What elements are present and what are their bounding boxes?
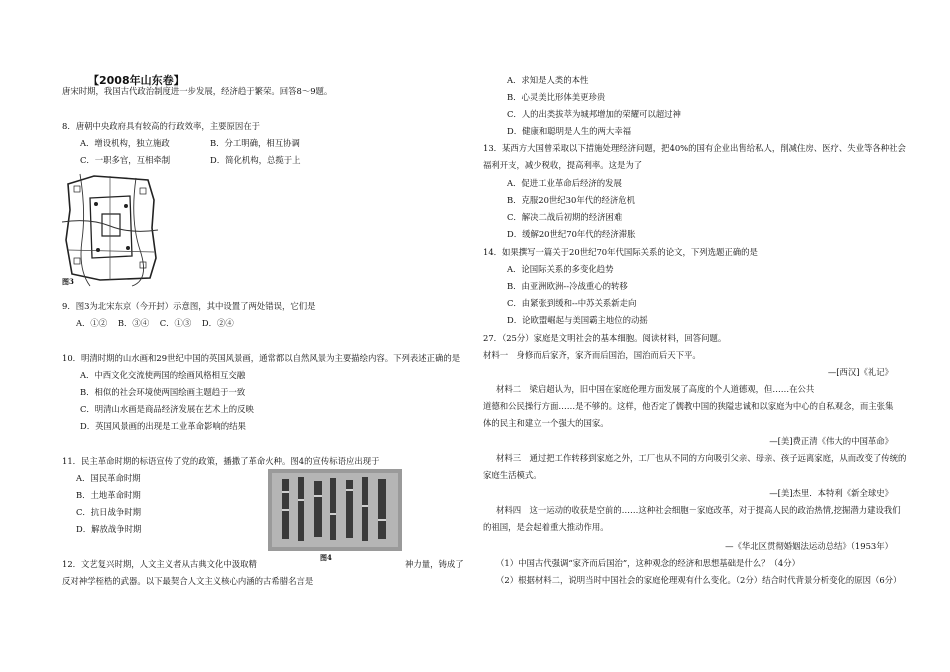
q9-options: A．①② B．③④ C．①③ D．②④ [76, 318, 234, 328]
q9-stem: 9．图3为北宋东京（今开封）示意图，其中设置了两处错误，它们是 [62, 301, 316, 311]
material-2-line3: 体的民主和建立一个强大的国家。 [483, 418, 609, 428]
figure-4-label: 图4 [320, 553, 332, 562]
q14-option-a: A．论国际关系的多变化趋势 [507, 264, 614, 274]
material-4-line2: 的祖国，是会起着重大推动作用。 [483, 522, 609, 532]
material-2-line2: 道德和公民操行方面……是不够的。这样，他否定了儒教中国的狭隘忠诚和以家庭为中心的自私观念，而主张集 [483, 401, 894, 411]
q12-line1b: 神力量，铸成了 [405, 559, 464, 569]
q11-option-d: D．解放战争时期 [76, 524, 142, 534]
q13-line1: 13．某西方大国曾采取以下措施处理经济问题，把40%的国有企业出售给私人，削减住房、医疗、失业等各种社会 [483, 143, 906, 153]
q12-line2: 反对神学桎梏的武器。以下最契合人文主义核心内涵的古希腊名言是 [62, 576, 314, 586]
q27-sub1: （1）中国古代强调“家齐而后国治”，这种观念的经济和思想基础是什么？（4分） [496, 558, 800, 568]
material-3-source: —[美]杰里．本特利《新全球史》 [769, 488, 893, 498]
q12-line1a: 12．文艺复兴时期，人文主义者从古典文化中汲取精 [62, 559, 257, 569]
intro-text: 唐宋时期，我国古代政治制度进一步发展，经济趋于繁荣。回答8～9题。 [62, 86, 333, 96]
q13-line2: 福利开支，减少税收，提高利率。这是为了 [483, 160, 643, 170]
q13-option-a: A．促进工业革命后经济的发展 [507, 178, 622, 188]
material-1-source: —[西汉]《礼记》 [827, 367, 893, 377]
q8-option-a: A．增设机构，独立施政 [80, 138, 170, 148]
material-4-source: —《华北区贯彻婚姻法运动总结》（1953年） [725, 541, 893, 551]
q14-stem: 14．如果撰写一篇关于20世纪70年代国际关系的论文，下列选题正确的是 [483, 247, 758, 257]
q8-option-b: B．分工明确，相互协调 [210, 138, 300, 148]
q8-option-d: D．简化机构，总揽于上 [210, 155, 301, 165]
q13-option-d: D．缓解20世纪70年代的经济滞胀 [507, 229, 636, 239]
q10-stem: 10．明清时期的山水画和29世纪中国的英国风景画，通常都以自然风景为主要描绘内容。下列表述正确的是 [62, 353, 461, 363]
q14-option-d: D．论欧盟崛起与美国霸主地位的动摇 [507, 315, 648, 325]
material-3-line1: 材料三 通过把工作转移到家庭之外，工厂也从不同的方向吸引父亲、母亲、孩子远离家庭，从而改变了传统的 [496, 453, 907, 463]
material-3-line2: 家庭生活模式。 [483, 470, 542, 480]
q11-stem: 11．民主革命时期的标语宣传了党的政策，播撒了革命火种。图4的宣传标语应出现于 [62, 456, 380, 466]
material-2-source: —[美]费正清《伟大的中国革命》 [769, 436, 893, 446]
q27-sub2: （2）根据材料二，说明当时中国社会的家庭伦理观有什么变化。（2分）结合时代背景分析变化的原因（6分） [496, 575, 902, 585]
q11-option-a: A．国民革命时期 [76, 473, 141, 483]
q13-option-c: C．解决二战后初期的经济困难 [507, 212, 623, 222]
material-4-line1: 材料四 这一运动的收获是空前的……这种社会细胞－家庭改革，对于提高人民的政治热情,挖掘潜力建设我们 [496, 505, 901, 515]
q10-option-b: B．相似的社会环境使两国绘画主题趋于一致 [80, 387, 246, 397]
q12-option-a: A．求知是人类的本性 [507, 75, 589, 85]
q11-option-c: C．抗日战争时期 [76, 507, 142, 517]
q12-option-c: C．人的出类拔萃为城邦增加的荣耀可以超过神 [507, 109, 681, 119]
q10-option-c: C．明清山水画是商品经济发展在艺术上的反映 [80, 404, 254, 414]
q12-option-b: B．心灵美比形体美更珍贵 [507, 92, 606, 102]
q8-option-c: C．一职多官，互相牵制 [80, 155, 171, 165]
q27-stem: 27．（25分）家庭是文明社会的基本细胞。阅读材料，回答问题。 [483, 333, 727, 343]
q14-option-c: C．由紧张到缓和--中苏关系新走向 [507, 298, 637, 308]
q14-option-b: B．由亚洲欧洲--冷战重心的转移 [507, 281, 628, 291]
material-1: 材料一 身修而后家齐，家齐而后国治，国治而后天下平。 [483, 350, 701, 360]
figure-4-photo [268, 469, 402, 551]
exam-header: 【2008年山东卷】 [88, 74, 185, 87]
q12-option-d: D．健康和聪明是人生的两大幸福 [507, 126, 631, 136]
q11-option-b: B．土地革命时期 [76, 490, 141, 500]
q10-option-a: A．中西文化交流使两国的绘画风格相互交融 [80, 370, 246, 380]
q10-option-d: D．英国风景画的出现是工业革命影响的结果 [80, 421, 246, 431]
material-2-line1: 材料二 梁启超认为，旧中国在家庭伦理方面发展了高度的个人道德观，但……在公共 [496, 384, 815, 394]
q13-option-b: B．克服20世纪30年代的经济危机 [507, 195, 635, 205]
q8-stem: 8．唐朝中央政府具有较高的行政效率，主要原因在于 [62, 121, 260, 131]
figure-3-map [60, 170, 160, 288]
figure-3-label: 图3 [62, 277, 74, 286]
